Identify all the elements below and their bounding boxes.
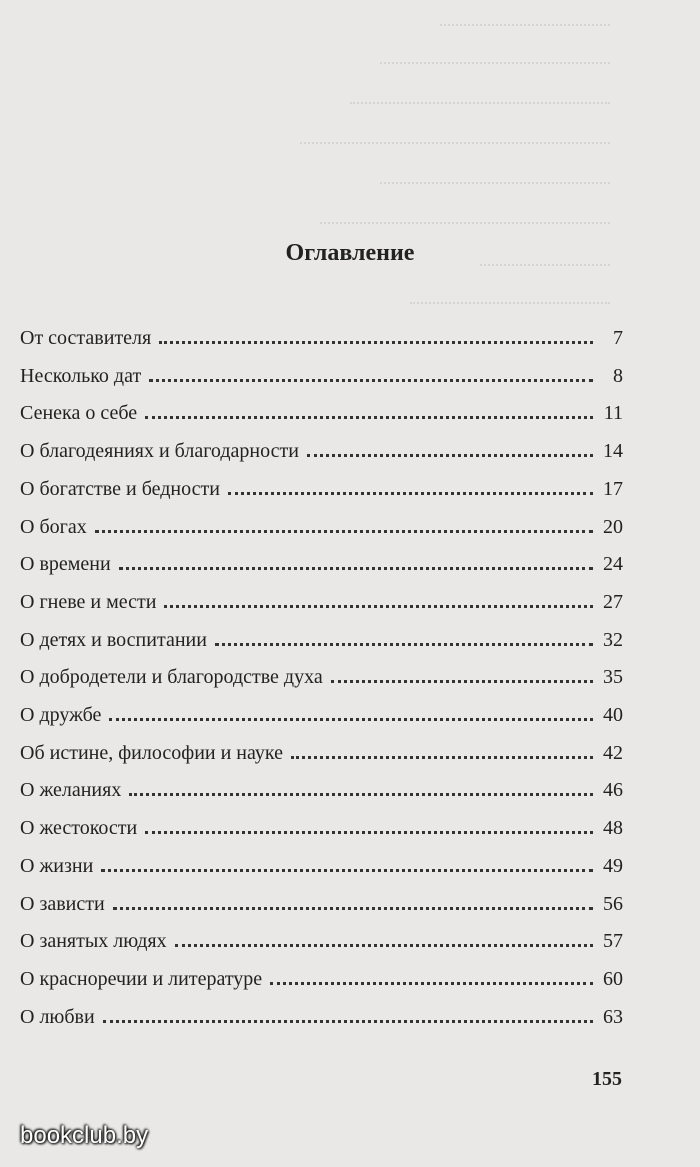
toc-entry-page: 48 [603,817,623,840]
toc-entry [20,320,623,350]
toc-entry-page: 40 [603,704,623,726]
toc-entry-page: 27 [603,590,623,613]
toc-entry-page: 32 [603,628,623,651]
watermark: bookclub.by [20,1122,149,1149]
toc-entry-title: О гневе и мести [20,590,157,613]
dot-leader [109,717,593,721]
dot-leader [175,943,593,947]
bleed-line [410,300,610,304]
dot-leader [129,792,593,796]
dot-leader [95,529,593,533]
toc-entry-title: О любви [20,1005,95,1028]
toc-entry-title: О желаниях [20,779,122,802]
dot-leader [307,453,593,457]
toc-entry [20,697,623,727]
bleed-line [320,220,610,224]
dot-leader [149,378,593,382]
toc-entry-page: 11 [603,402,623,425]
toc-entry-title: Об истине, философии и науке [20,741,283,764]
toc-entry-title: Сенека о себе [20,402,138,425]
toc-entry [20,810,623,840]
page-number: 155 [592,1068,622,1090]
toc-entry-title: О жестокости [20,817,138,840]
toc-entry-page: 49 [603,854,623,877]
dot-leader [215,642,593,646]
toc-entry-title: О красноречии и литературе [20,967,263,990]
toc-entry [20,848,623,878]
toc-entry-page: 63 [603,1005,623,1028]
bleed-line [380,180,610,184]
toc-entry [20,772,623,802]
toc-entry-page: 24 [603,553,623,576]
toc-entry-page: 7 [613,327,623,349]
dot-leader [145,830,593,834]
toc-entry-title: О детях и воспитании [20,628,207,651]
toc-entry-page: 20 [603,515,623,538]
toc-entry-page: 60 [603,967,623,990]
dot-leader [331,679,593,683]
dot-leader [119,566,593,570]
toc-entry-page: 14 [603,440,623,463]
toc-entry [20,923,623,953]
dot-leader [270,981,593,985]
toc-heading: Оглавление [285,240,415,266]
toc-entry [20,886,623,916]
bleed-line [350,100,610,104]
toc-entry-page: 57 [603,930,623,953]
dot-leader [228,491,593,495]
dot-leader [101,868,593,872]
toc-entry [20,735,623,765]
toc-entry-title: От составителя [20,327,152,349]
dot-leader [103,1019,593,1023]
toc-entry-page: 8 [613,364,623,387]
dot-leader [291,755,593,759]
bleed-line [440,22,610,26]
toc-entry-page: 46 [603,779,623,802]
show-through-text [0,0,700,320]
toc-entry [20,358,623,388]
toc-entry-title: О времени [20,553,111,576]
toc-entry [20,509,623,539]
toc-entry-title: О зависти [20,892,105,915]
toc-entry-title: О занятых людях [20,930,167,953]
toc-entry-title: Несколько дат [20,364,142,387]
bleed-line [380,60,610,64]
toc-entry [20,999,623,1029]
toc-entry-title: О дружбе [20,704,102,726]
dot-leader [145,415,593,419]
toc-entry-page: 56 [603,892,623,915]
toc-entry-page: 35 [603,666,623,689]
toc-entry [20,395,623,425]
dot-leader [113,906,593,910]
toc-entry-title: О благодеяниях и благодарности [20,440,299,463]
toc-entry-page: 42 [603,741,623,764]
dot-leader [164,604,593,608]
toc-entry-title: О богах [20,515,87,538]
toc-entry [20,584,623,614]
toc-entry [20,961,623,991]
bleed-line [300,140,610,144]
toc-entry-page: 17 [603,477,623,500]
toc-entry-title: О жизни [20,854,94,877]
toc-entry [20,471,623,501]
toc-entry [20,659,623,689]
toc-entry [20,546,623,576]
toc-entry [20,622,623,652]
dot-leader [159,340,593,344]
toc-entry-title: О добродетели и благородстве духа [20,666,323,689]
toc-entry-title: О богатстве и бедности [20,477,220,500]
toc-entry [20,433,623,463]
